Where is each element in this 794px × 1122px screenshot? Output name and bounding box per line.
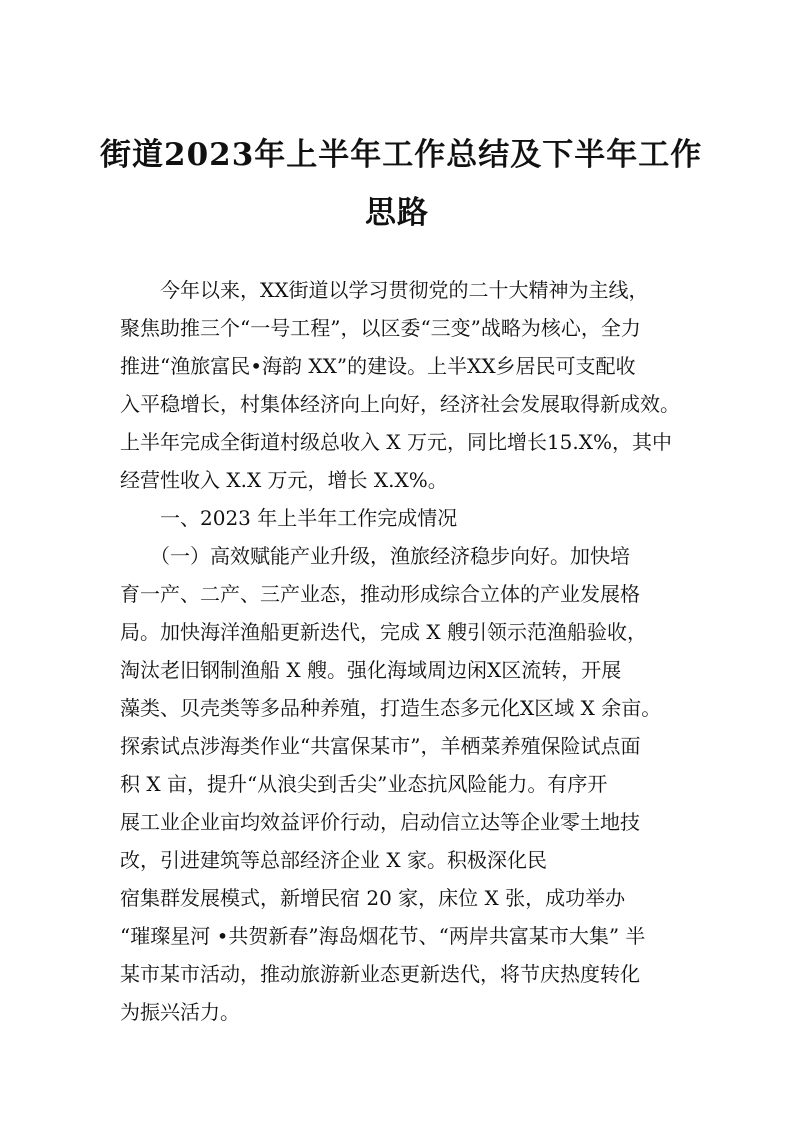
document-title-line-2: 思路 — [365, 195, 429, 231]
document-title-line-1: 街道2023年上半年工作总结及下半年工作 — [100, 137, 703, 173]
body-line: 局。加快海洋渔船更新迭代，完成 X 艘引领示范渔船验收， — [120, 620, 647, 644]
body-line: 积 X 亩，提升“从浪尖到舌尖”业态抗风险能力。有序开 — [120, 772, 608, 796]
section-heading: 一、2023 年上半年工作完成情况 — [120, 506, 458, 530]
body-line: 探索试点涉海类作业“共富保某市”，羊栖菜养殖保险试点面 — [120, 734, 641, 758]
body-line: 育一产、二产、三产业态，推动形成综合立体的产业发展格 — [120, 582, 640, 606]
body-line: 上半年完成全街道村级总收入 X 万元，同比增长15.X%，其中 — [120, 430, 673, 454]
body-line: （一）高效赋能产业升级，渔旅经济稳步向好。加快培 — [120, 544, 630, 568]
body-line: 展工业企业亩均效益评价行动，启动信立达等企业零土地技 — [120, 810, 640, 834]
body-line: 推进“渔旅富民•海韵 XX”的建设。上半XX乡居民可支配收 — [120, 354, 636, 378]
body-line: 宿集群发展模式，新增民宿 20 家，床位 X 张，成功举办 — [120, 886, 626, 910]
body-line: 入平稳增长，村集体经济向上向好，经济社会发展取得新成效。 — [120, 392, 680, 416]
body-line: 藻类、贝壳类等多品种养殖，打造生态多元化X区域 X 余亩。 — [120, 696, 662, 720]
body-line: 淘汰老旧钢制渔船 X 艘。强化海域周边闲X区流转，开展 — [120, 658, 622, 682]
body-line: “璀璨星河 •共贺新春”海岛烟花节、“两岸共富某市大集” 半 — [120, 924, 646, 948]
body-line: 经营性收入 X.X 万元，增长 X.X%。 — [120, 468, 448, 492]
body-line: 聚焦助推三个“一号工程”，以区委“三变”战略为核心，全力 — [120, 316, 641, 340]
body-line: 今年以来，XX街道以学习贯彻党的二十大精神为主线， — [120, 278, 649, 302]
body-line: 某市某市活动，推动旅游新业态更新迭代，将节庆热度转化 — [120, 962, 640, 986]
body-line: 改，引进建筑等总部经济企业 X 家。积极深化民 — [120, 848, 547, 872]
body-line: 为振兴活力。 — [120, 1000, 240, 1024]
